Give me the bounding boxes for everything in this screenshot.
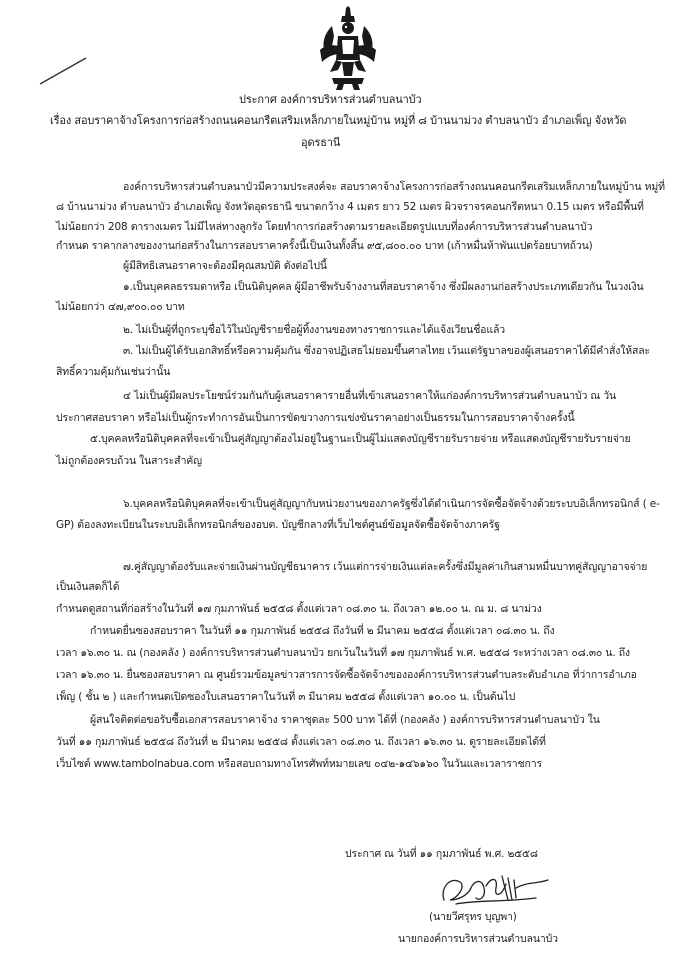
qualification-7-line-1: ๗.คู่สัญญาต้องรับและจ่ายเงินผ่านบัญชีธนาคาร เว้นแต่การจ่ายเงินแต่ละครั้งซึ่งมีมูลค่าเกินสามหมื่นบาทคู่สัญญาอาจจ่าย [123, 561, 648, 573]
qualification-4-line-2: ประกาศสอบราคา หรือไม่เป็นผู้กระทำการอันเป็นการขัดขวางการแข่งขันราคาอย่างเป็นธรรมในการสอบราคาจ้างครั้งนี้ [56, 412, 575, 424]
qualification-6-line-1: ๖.บุคคลหรือนิติบุคคลที่จะเข้าเป็นคู่สัญญากับหน่วยงานของภาครัฐซึ่งได้ดำเนินการจัดซื้อจัดจ้างด้วยระบบอิเล็กทรอนิกส์ ( e- [123, 498, 660, 510]
qualification-3-line-1: ๓. ไม่เป็นผู้ได้รับเอกสิทธิ์หรือความคุ้มกัน ซึ่งอาจปฏิเสธไม่ยอมขึ้นศาลไทย เว้นแต่รัฐบาลของผู้เสนอราคาได้มีคำสั่งให้สละ [123, 345, 650, 357]
qualification-6-line-2: GP) ต้องลงทะเบียนในระบบอิเล็กทรอนิกส์ของอบต. บัญชีกลางที่เว็บไซต์ศูนย์ข้อมูลจัดซื้อจัดจ้างภาครัฐ [56, 519, 500, 531]
announcement-date: ประกาศ ณ วันที่ ๑๑ กุมภาพันธ์ พ.ศ. ๒๕๕๘ [345, 848, 538, 860]
submission-line-4: เพ็ญ ( ชั้น ๒ ) และกำหนดเปิดซองใบเสนอราคาในวันที่ ๓ มีนาคม ๒๕๕๘ ตั้งแต่เวลา ๑๐.๐๐ น. เป็นต้นไป [56, 691, 516, 703]
signer-title: นายกองค์การบริหารส่วนตำบลนาบัว [398, 933, 558, 945]
qualification-5-line-2: ไม่ถูกต้องครบถ้วน ในสาระสำคัญ [56, 455, 202, 467]
purchase-info-line-1: ผู้สนใจติดต่อขอรับซื้อเอกสารสอบราคาจ้าง ราคาชุดละ 500 บาท ได้ที่ (กองคลัง ) องค์การบริหารส่วนตำบลนาบัว ใน [90, 714, 600, 726]
submission-line-1: กำหนดยื่นซองสอบราคา ในวันที่ ๑๑ กุมภาพันธ์ ๒๕๕๘ ถึงวันที่ ๒ มีนาคม ๒๕๕๘ ตั้งแต่เวลา ๐๘.๓๐ น. ถึง [90, 625, 555, 637]
qualification-4-line-1: ๔ ไม่เป็นผู้มีผลประโยชน์ร่วมกันกับผู้เสนอราคารายอื่นที่เข้าเสนอราคาให้แก่องค์การบริหารส่วนตำบลนาบัว ณ วัน [123, 390, 616, 402]
purchase-info-line-2: วันที่ ๑๑ กุมภาพันธ์ ๒๕๕๘ ถึงวันที่ ๒ มีนาคม ๒๕๕๘ ตั้งแต่เวลา ๐๘.๓๐ น. ถึงเวลา ๑๖.๓๐ น. ดูรายละเอียดได้ที่ [56, 736, 546, 748]
handwritten-signature-icon [436, 870, 556, 912]
qualification-3-line-2: สิทธิ์ความคุ้มกันเช่นว่านั้น [56, 366, 171, 378]
announcement-title: ประกาศ องค์การบริหารส่วนตำบลนาบัว [239, 93, 422, 106]
subject-line-1: เรื่อง สอบราคาจ้างโครงการก่อสร้างถนนคอนกรีตเสริมเหล็กภายในหมู่บ้าน หมู่ที่ ๘ บ้านนาม่วง ตำบลนาบัว อำเภอเพ็ญ จังหวัด [50, 114, 627, 127]
subject-line-2: อุดรธานี [301, 136, 341, 149]
site-visit-schedule: กำหนดดูสถานที่ก่อสร้างในวันที่ ๑๗ กุมภาพันธ์ ๒๕๕๘ ตั้งแต่เวลา ๐๘.๓๐ น. ถึงเวลา ๑๒.๐๐ น. ณ ม. ๘ นาม่วง [56, 603, 542, 615]
paragraph-1-line-2: ๘ บ้านนาม่วง ตำบลนาบัว อำเภอเพ็ญ จังหวัดอุดรธานี ขนาดกว้าง 4 เมตร ยาว 52 เมตร ผิวจราจรคอนกรีตหนา 0.15 เมตร หรือมีพื้นที่ [56, 201, 644, 213]
qualification-5-line-1: ๕.บุคคลหรือนิติบุคคลที่จะเข้าเป็นคู่สัญญาต้องไม่อยู่ในฐานะเป็นผู้ไม่แสดงบัญชีรายรับรายจ่าย หรือแสดงบัญชีรายรับรายจ่าย [90, 433, 631, 445]
paragraph-1-line-1: องค์การบริหารส่วนตำบลนาบัวมีความประสงค์จะ สอบราคาจ้างโครงการก่อสร้างถนนคอนกรีตเสริมเหล็กภายในหมู่บ้าน หมู่ที่ [123, 181, 665, 193]
qualifications-heading: ผู้มีสิทธิเสนอราคาจะต้องมีคุณสมบัติ ดังต่อไปนี้ [123, 260, 327, 272]
qualification-1-line-1: ๑.เป็นบุคคลธรรมดาหรือ เป็นนิติบุคคล ผู้มีอาชีพรับจ้างงานที่สอบราคาจ้าง ซึ่งมีผลงานก่อสร้างประเภทเดียวกัน ในวงเงิน [123, 281, 644, 293]
paragraph-1-line-4: กำหนด ราคากลางของงานก่อสร้างในการสอบราคาครั้งนี้เป็นเงินทั้งสิ้น ๙๕,๘๐๐.๐๐ บาท (เก้าหมื่นห้าพันแปดร้อยบาทถ้วน) [56, 240, 593, 252]
submission-line-3: เวลา ๑๖.๓๐ น. ยื่นซองสอบราคา ณ ศูนย์รวมข้อมูลข่าวสารการจัดซื้อจัดจ้างขององค์การบริหารส่วนตำบลระดับอำเภอ ที่ว่าการอำเภอ [56, 669, 637, 681]
qualification-2: ๒. ไม่เป็นผู้ที่ถูกระบุชื่อไว้ในบัญชีรายชื่อผู้ทิ้งงานของทางราชการและได้แจ้งเวียนชื่อแล้ว [123, 324, 505, 336]
garuda-emblem-icon [318, 6, 378, 90]
qualification-1-line-2: ไม่น้อยกว่า ๔๗,๙๐๐.๐๐ บาท [56, 301, 185, 313]
paragraph-1-line-3: ไม่น้อยกว่า 208 ตารางเมตร ไม่มีไหล่ทางลูกรัง โดยทำการก่อสร้างตามรายละเอียดรูปแบบที่องค์การบริหารส่วนตำบลนาบัว [56, 221, 593, 233]
signer-name: (นายวีศรุทร บุญพา) [429, 911, 517, 923]
qualification-7-line-2: เป็นเงินสดก็ได้ [56, 581, 120, 593]
pen-stroke-icon [38, 56, 88, 86]
submission-line-2: เวลา ๑๖.๓๐ น. ณ (กองคลัง ) องค์การบริหารส่วนตำบลนาบัว ยกเว้นในวันที่ ๑๗ กุมภาพันธ์ พ.ศ. ๒๕๕๘ ระหว่างเวลา ๐๘.๓๐ น. ถึง [56, 647, 630, 659]
purchase-info-line-3: เว็บไซต์ www.tambolnabua.com หรือสอบถามทางโทรศัพท์หมายเลข ๐๔๒-๑๔๖๑๖๐ ในวันและเวลาราชการ [56, 758, 542, 770]
